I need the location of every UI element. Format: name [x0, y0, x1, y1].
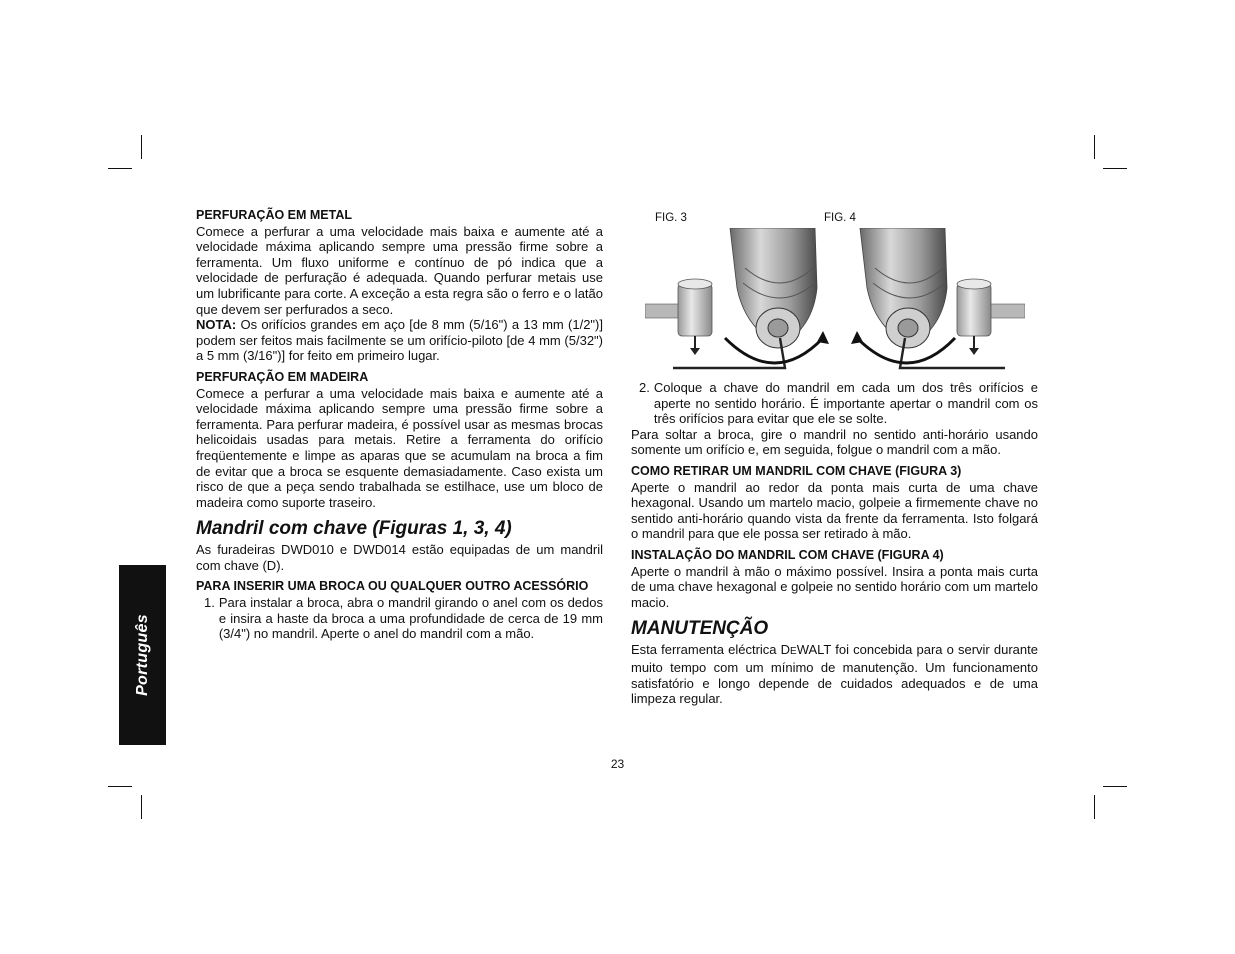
- keyed-chuck-text: As furadeiras DWD010 e DWD014 estão equipadas de um mandril com chave (D).: [196, 542, 603, 573]
- language-tab: [119, 565, 166, 745]
- metal-drilling-heading: PERFURAÇÃO EM METAL: [196, 208, 353, 222]
- crop-mark: [108, 168, 132, 169]
- step-1: [196, 595, 603, 642]
- metal-drilling-text: Comece a perfurar a uma velocidade mais baixa e aumente até a velocidade máxima aplicando sempre uma pressão firme sobre a ferramenta. Um fluxo uniforme e contínuo de pó indica que a velocidade de perfuração é adequada. Quando perfurar metais use um lubrificante para corte. A exceção a esta regra são o ferro e o latão que devem ser perfurados a seco.: [196, 223, 603, 317]
- maintenance-text: Esta ferramenta eléctrica DEWALT foi concebida para o servir durante muito tempo com um mínimo de manutenção. Um funcionamento satisfatório e longo depende de cuidados adequados e de uma limpeza regular.: [631, 642, 1038, 707]
- install-chuck-text: Aperte o mandril à mão o máximo possível. Insira a ponta mais curta de uma chave hexagonal e golpeie no sentido horário com um martelo macio.: [631, 563, 1038, 610]
- step-1-text: Para instalar a broca, abra o mandril girando o anel com os dedos e insira a haste da broca a uma profundidade de cerca de 19 mm (3/4") no mandril. Aperte o anel do mandril com a mão.: [218, 595, 603, 642]
- right-column: [631, 380, 1038, 707]
- figure-3: [645, 228, 829, 368]
- crop-mark: [108, 786, 132, 787]
- wood-drilling-text: Comece a perfurar a uma velocidade mais baixa e aumente até a velocidade máxima aplicando sempre uma pressão firme sobre a ferramenta. Para perfurar madeira, é possível usar as mesmas brocas helicoidais usadas para metais. Retire a ferramenta do orifício freqüentemente e limpe as aparas que se acumulam na broca a fim de evitar que a broca se esquente demasiadamente. Caso exista um risco de que a peça sendo trabalhada se estilhace, use um bloco de madeira como suporte traseiro.: [196, 385, 603, 510]
- step-1-number: 1.: [204, 595, 215, 611]
- note-label: NOTA:: [196, 317, 237, 333]
- step-2-number: 2.: [639, 380, 650, 395]
- note-paragraph: [196, 317, 603, 364]
- note-text: Os orifícios grandes em aço [de 8 mm (5/16") a 13 mm (1/2")] podem ser feitos mais facilmente se um orifício-piloto [de 4 mm (5/32") a 5 mm (3/16")] for feito em primeiro lugar.: [196, 317, 603, 364]
- remove-chuck-text: Aperte o mandril ao redor da ponta mais curta de uma chave hexagonal. Usando um martelo macio, golpeie a firmemente chave no sentido anti-horário quando vista da frente da ferramenta. Isto folgará o mandril para que ele possa ser retirado à mão.: [631, 479, 1038, 542]
- left-column: [196, 208, 603, 642]
- fig-4-label: FIG. 4: [824, 212, 856, 224]
- maintenance-title: MANUTENÇÃO: [631, 618, 769, 640]
- keyed-chuck-title: Mandril com chave (Figuras 1, 3, 4): [196, 518, 512, 540]
- insert-bit-heading: PARA INSERIR UMA BROCA OU QUALQUER OUTRO ACESSÓRIO: [196, 579, 589, 594]
- step-2: [631, 380, 1038, 427]
- crop-mark: [141, 135, 142, 159]
- crop-mark: [1094, 135, 1095, 159]
- language-tab-label: Português: [133, 614, 151, 696]
- step-2-text: Coloque a chave do mandril em cada um dos três orifícios e aperte no sentido horário. É importante apertar o mandril com os três orifícios para evitar que ele se solte.: [653, 380, 1038, 427]
- remove-chuck-heading: COMO RETIRAR UM MANDRIL COM CHAVE (FIGURA 3): [631, 463, 962, 478]
- fig-3-label: FIG. 3: [655, 212, 687, 224]
- chuck-key-illustration: [645, 228, 1025, 373]
- crop-mark: [1103, 786, 1127, 787]
- crop-mark: [141, 795, 142, 819]
- crop-mark: [1103, 168, 1127, 169]
- install-chuck-heading: INSTALAÇÃO DO MANDRIL COM CHAVE (FIGURA 4): [631, 547, 944, 562]
- wood-drilling-heading: PERFURAÇÃO EM MADEIRA: [196, 369, 369, 384]
- release-bit-text: Para soltar a broca, gire o mandril no sentido anti-horário usando somente um orifício e, em seguida, folgue o mandril com a mão.: [631, 426, 1038, 458]
- crop-mark: [1094, 795, 1095, 819]
- page-number: 23: [610, 757, 625, 771]
- figure-4: [851, 228, 1025, 368]
